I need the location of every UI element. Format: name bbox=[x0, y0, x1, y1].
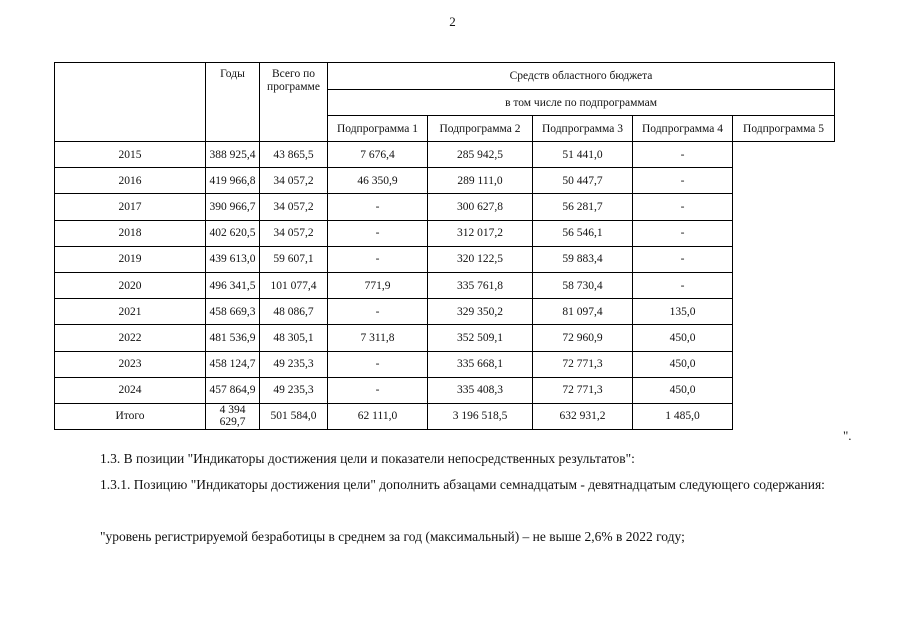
cell-year: 2016 bbox=[55, 168, 206, 194]
cell-sub3: 329 350,2 bbox=[428, 299, 533, 325]
cell-total: 388 925,4 bbox=[206, 142, 260, 168]
cell-sub2: 62 111,0 bbox=[328, 403, 428, 429]
header-years: Годы bbox=[206, 63, 260, 142]
cell-sub5: 450,0 bbox=[633, 351, 733, 377]
cell-sub2: 771,9 bbox=[328, 272, 428, 298]
cell-sub2: 7 676,4 bbox=[328, 142, 428, 168]
cell-sub4: 51 441,0 bbox=[533, 142, 633, 168]
cell-sub3: 3 196 518,5 bbox=[428, 403, 533, 429]
cell-sub4: 58 730,4 bbox=[533, 272, 633, 298]
cell-total: 457 864,9 bbox=[206, 377, 260, 403]
cell-sub2: 7 311,8 bbox=[328, 325, 428, 351]
cell-sub4: 56 546,1 bbox=[533, 220, 633, 246]
cell-sub1: 501 584,0 bbox=[260, 403, 328, 429]
cell-sub2: - bbox=[328, 220, 428, 246]
header-total: Всего по программе bbox=[260, 63, 328, 142]
closing-quote: ". bbox=[843, 428, 852, 443]
cell-sub2: 46 350,9 bbox=[328, 168, 428, 194]
cell-sub2: - bbox=[328, 377, 428, 403]
cell-sub5: 1 485,0 bbox=[633, 403, 733, 429]
cell-sub1: 34 057,2 bbox=[260, 220, 328, 246]
table-total-row bbox=[55, 403, 835, 429]
table-row bbox=[55, 325, 835, 351]
cell-sub1: 48 305,1 bbox=[260, 325, 328, 351]
table-row bbox=[55, 142, 835, 168]
table-row bbox=[55, 272, 835, 298]
cell-total: 481 536,9 bbox=[206, 325, 260, 351]
cell-sub4: 59 883,4 bbox=[533, 246, 633, 272]
cell-total: 458 669,3 bbox=[206, 299, 260, 325]
cell-year: 2019 bbox=[55, 246, 206, 272]
cell-total: 439 613,0 bbox=[206, 246, 260, 272]
cell-sub4: 81 097,4 bbox=[533, 299, 633, 325]
header-subprogram-2: Подпрограмма 2 bbox=[428, 116, 533, 142]
cell-sub1: 43 865,5 bbox=[260, 142, 328, 168]
cell-sub4: 72 960,9 bbox=[533, 325, 633, 351]
cell-total: 419 966,8 bbox=[206, 168, 260, 194]
cell-year: 2023 bbox=[55, 351, 206, 377]
cell-sub1: 101 077,4 bbox=[260, 272, 328, 298]
cell-sub2: - bbox=[328, 246, 428, 272]
paragraph-unemployment: "уровень регистрируемой безработицы в среднем за год (максимальный) – не выше 2,6% в 2022 году; bbox=[100, 529, 685, 544]
cell-sub4: 56 281,7 bbox=[533, 194, 633, 220]
table-row bbox=[55, 351, 835, 377]
cell-sub1: 34 057,2 bbox=[260, 194, 328, 220]
cell-sub5: - bbox=[633, 168, 733, 194]
cell-sub3: 285 942,5 bbox=[428, 142, 533, 168]
header-including: в том числе по подпрограммам bbox=[328, 90, 835, 116]
cell-sub4: 72 771,3 bbox=[533, 351, 633, 377]
cell-sub4: 632 931,2 bbox=[533, 403, 633, 429]
cell-year: 2018 bbox=[55, 220, 206, 246]
table-row bbox=[55, 246, 835, 272]
cell-sub3: 335 761,8 bbox=[428, 272, 533, 298]
cell-sub3: 300 627,8 bbox=[428, 194, 533, 220]
cell-sub4: 72 771,3 bbox=[533, 377, 633, 403]
table-row bbox=[55, 220, 835, 246]
cell-sub5: 450,0 bbox=[633, 325, 733, 351]
table-row bbox=[55, 377, 835, 403]
cell-sub5: - bbox=[633, 142, 733, 168]
table-row bbox=[55, 168, 835, 194]
cell-year: 2022 bbox=[55, 325, 206, 351]
cell-sub5: - bbox=[633, 246, 733, 272]
cell-year: Итого bbox=[55, 403, 206, 429]
cell-sub5: 135,0 bbox=[633, 299, 733, 325]
budget-table bbox=[54, 62, 835, 430]
header-subprogram-5: Подпрограмма 5 bbox=[733, 116, 835, 142]
table-row bbox=[55, 299, 835, 325]
cell-sub1: 59 607,1 bbox=[260, 246, 328, 272]
cell-total: 390 966,7 bbox=[206, 194, 260, 220]
cell-sub1: 49 235,3 bbox=[260, 351, 328, 377]
header-budget: Средств областного бюджета bbox=[328, 63, 835, 90]
cell-sub5: 450,0 bbox=[633, 377, 733, 403]
cell-total: 458 124,7 bbox=[206, 351, 260, 377]
page-number: 2 bbox=[449, 14, 456, 29]
cell-sub3: 335 408,3 bbox=[428, 377, 533, 403]
cell-year: 2017 bbox=[55, 194, 206, 220]
cell-year: 2015 bbox=[55, 142, 206, 168]
table-row bbox=[55, 194, 835, 220]
paragraph-1-3-1: 1.3.1. Позицию "Индикаторы достижения цели" дополнить абзацами семнадцатым - девятнадцатым следующего содержания: bbox=[100, 477, 825, 492]
cell-total: 496 341,5 bbox=[206, 272, 260, 298]
cell-year: 2021 bbox=[55, 299, 206, 325]
cell-sub3: 312 017,2 bbox=[428, 220, 533, 246]
cell-sub3: 335 668,1 bbox=[428, 351, 533, 377]
cell-sub1: 48 086,7 bbox=[260, 299, 328, 325]
paragraph-1-3: 1.3. В позиции "Индикаторы достижения цели и показатели непосредственных результатов": bbox=[100, 451, 635, 466]
cell-sub3: 352 509,1 bbox=[428, 325, 533, 351]
cell-sub4: 50 447,7 bbox=[533, 168, 633, 194]
cell-sub5: - bbox=[633, 272, 733, 298]
cell-total: 402 620,5 bbox=[206, 220, 260, 246]
cell-sub2: - bbox=[328, 299, 428, 325]
cell-sub3: 289 111,0 bbox=[428, 168, 533, 194]
cell-sub2: - bbox=[328, 351, 428, 377]
cell-year: 2020 bbox=[55, 272, 206, 298]
cell-year: 2024 bbox=[55, 377, 206, 403]
cell-sub1: 34 057,2 bbox=[260, 168, 328, 194]
header-subprogram-4: Подпрограмма 4 bbox=[633, 116, 733, 142]
header-subprogram-3: Подпрограмма 3 bbox=[533, 116, 633, 142]
cell-sub2: - bbox=[328, 194, 428, 220]
header-subprogram-1: Подпрограмма 1 bbox=[328, 116, 428, 142]
cell-sub1: 49 235,3 bbox=[260, 377, 328, 403]
cell-sub5: - bbox=[633, 220, 733, 246]
cell-total: 4 394 629,7 bbox=[206, 403, 260, 429]
left-blank-column bbox=[55, 63, 206, 142]
cell-sub3: 320 122,5 bbox=[428, 246, 533, 272]
cell-sub5: - bbox=[633, 194, 733, 220]
